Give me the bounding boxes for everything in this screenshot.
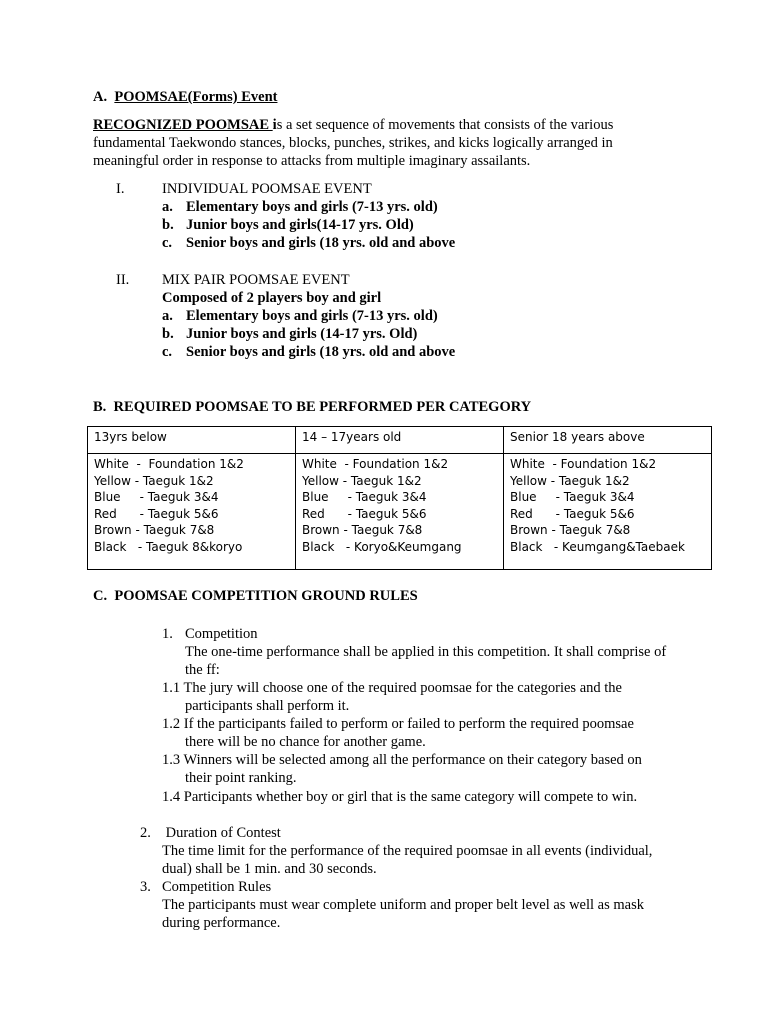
- belt-line: Black - Koryo&Keumgang: [302, 539, 462, 554]
- belt-line: White - Foundation 1&2: [510, 457, 657, 471]
- rule-title: Duration of Contest: [162, 825, 281, 841]
- rule-text-line: The participants must wear complete uniform and proper belt level as well as mask: [162, 897, 644, 913]
- subrule-number: 1.4: [162, 789, 181, 805]
- subrule-text-line: there will be no chance for another game.: [185, 734, 426, 750]
- belt-line: Blue - Taeguk 3&4: [302, 490, 427, 504]
- subrule-text-line: their point ranking.: [185, 770, 297, 786]
- section-c-label: C.: [93, 588, 108, 604]
- table-cell-13-below: [88, 454, 296, 570]
- intro-line-3: meaningful order in response to attacks from multiple imaginary assailants.: [93, 153, 531, 169]
- subrule-text-line: If the participants failed to perform or failed to perform the required poomsae: [183, 716, 634, 732]
- intro-paragraph: [93, 116, 713, 170]
- event-title: MIX PAIR POOMSAE EVENT: [162, 272, 350, 288]
- list-item: Senior boys and girls (18 yrs. old and above: [186, 344, 456, 360]
- rule-title: Competition: [185, 626, 258, 642]
- item-letter: a.: [162, 308, 173, 324]
- section-b-title: REQUIRED POOMSAE TO BE PERFORMED PER CATEGORY: [113, 399, 532, 415]
- subrule-text-line: The jury will choose one of the required poomsae for the categories and the: [183, 680, 622, 696]
- belt-line: Brown - Taeguk 7&8: [510, 523, 631, 537]
- table-header-row: [88, 427, 712, 454]
- subrule-text-line: Winners will be selected among all the performance on their category based on: [183, 752, 642, 768]
- item-letter: c.: [162, 344, 173, 360]
- subrule-number: 1.3: [162, 752, 181, 768]
- rule-number: 2.: [140, 825, 151, 841]
- subrule-1-2: [162, 715, 707, 751]
- subrule-1-3: [162, 751, 707, 787]
- section-c-title: POOMSAE COMPETITION GROUND RULES: [114, 588, 418, 604]
- subrule-text-line: participants shall perform it.: [185, 698, 350, 714]
- rule-text-line: during performance.: [162, 915, 281, 931]
- belt-line: Brown - Taeguk 7&8: [302, 523, 423, 537]
- item-letter: a.: [162, 199, 173, 215]
- rule-text-line: the ff:: [185, 662, 220, 678]
- rule-number: 1.: [162, 626, 173, 642]
- subrule-number: 1.1: [162, 680, 181, 696]
- table-cell-14-17: [296, 454, 504, 570]
- rule-text-line: dual) shall be 1 min. and 30 seconds.: [162, 861, 377, 877]
- intro-line-1: s a set sequence of movements that consists of the various: [276, 117, 614, 133]
- rule-text-line: The time limit for the performance of the required poomsae in all events (individual,: [162, 843, 653, 859]
- rule-title: Competition Rules: [162, 879, 272, 895]
- list-item: Junior boys and girls(14-17 yrs. Old): [186, 217, 414, 233]
- table-row: [88, 454, 712, 570]
- section-c-heading: [93, 587, 713, 605]
- table-header-cell: Senior 18 years above: [504, 427, 712, 454]
- list-item: Senior boys and girls (18 yrs. old and above: [186, 235, 456, 251]
- belt-line: Red - Taeguk 5&6: [510, 506, 635, 521]
- belt-line: Yellow - Taeguk 1&2: [302, 473, 422, 488]
- belt-line: Blue - Taeguk 3&4: [94, 490, 219, 504]
- belt-line: Red - Taeguk 5&6: [94, 506, 219, 521]
- belt-line: Yellow - Taeguk 1&2: [510, 473, 630, 488]
- belt-line: White - Foundation 1&2: [94, 457, 244, 471]
- item-letter: b.: [162, 326, 174, 342]
- section-a-title: POOMSAE(Forms) Event: [114, 89, 278, 105]
- rule-text-line: The one-time performance shall be applied in this competition. It shall comprise of: [185, 644, 667, 660]
- rule-duration: [140, 824, 710, 878]
- intro-line-2: fundamental Taekwondo stances, blocks, punches, strikes, and kicks logically arranged in: [93, 135, 613, 151]
- required-poomsae-table: [87, 426, 712, 570]
- subrule-1-1: [162, 679, 707, 715]
- recognized-poomsae-term-tail: i: [272, 117, 277, 133]
- section-b-label: B.: [93, 399, 107, 415]
- table-header-cell: 13yrs below: [88, 427, 296, 454]
- event-title: INDIVIDUAL POOMSAE EVENT: [162, 181, 372, 197]
- event-numeral: I.: [116, 181, 125, 197]
- belt-line: White - Foundation 1&2: [302, 457, 449, 471]
- event-mix-pair: [93, 271, 713, 361]
- event-note: Composed of 2 players boy and girl: [162, 290, 382, 306]
- item-letter: b.: [162, 217, 174, 233]
- belt-line: Brown - Taeguk 7&8: [94, 523, 215, 537]
- section-a-heading: [93, 88, 713, 106]
- rule-competition-rules: [140, 878, 710, 932]
- belt-line: Black - Taeguk 8&koryo: [94, 539, 243, 554]
- subrule-text-line: Participants whether boy or girl that is the same category will compete to win.: [183, 789, 638, 805]
- event-numeral: II.: [116, 272, 130, 288]
- section-a-label: A.: [93, 89, 108, 105]
- section-b-heading: [93, 398, 713, 416]
- subrule-1-4: [162, 788, 707, 806]
- belt-line: Red - Taeguk 5&6: [302, 506, 427, 521]
- list-item: Elementary boys and girls (7-13 yrs. old): [186, 199, 438, 215]
- item-letter: c.: [162, 235, 173, 251]
- belt-line: Blue - Taeguk 3&4: [510, 490, 635, 504]
- table-cell-senior: [504, 454, 712, 570]
- rule-competition: [162, 625, 707, 679]
- subrule-number: 1.2: [162, 716, 184, 732]
- event-individual: [93, 180, 713, 252]
- list-item: Junior boys and girls (14-17 yrs. Old): [186, 326, 418, 342]
- recognized-poomsae-term: RECOGNIZED POOMSAE: [93, 117, 273, 133]
- rule-number: 3.: [140, 879, 151, 895]
- table-header-cell: 14 – 17years old: [296, 427, 504, 454]
- belt-line: Black - Keumgang&Taebaek: [510, 539, 685, 554]
- list-item: Elementary boys and girls (7-13 yrs. old): [186, 308, 438, 324]
- belt-line: Yellow - Taeguk 1&2: [94, 473, 214, 488]
